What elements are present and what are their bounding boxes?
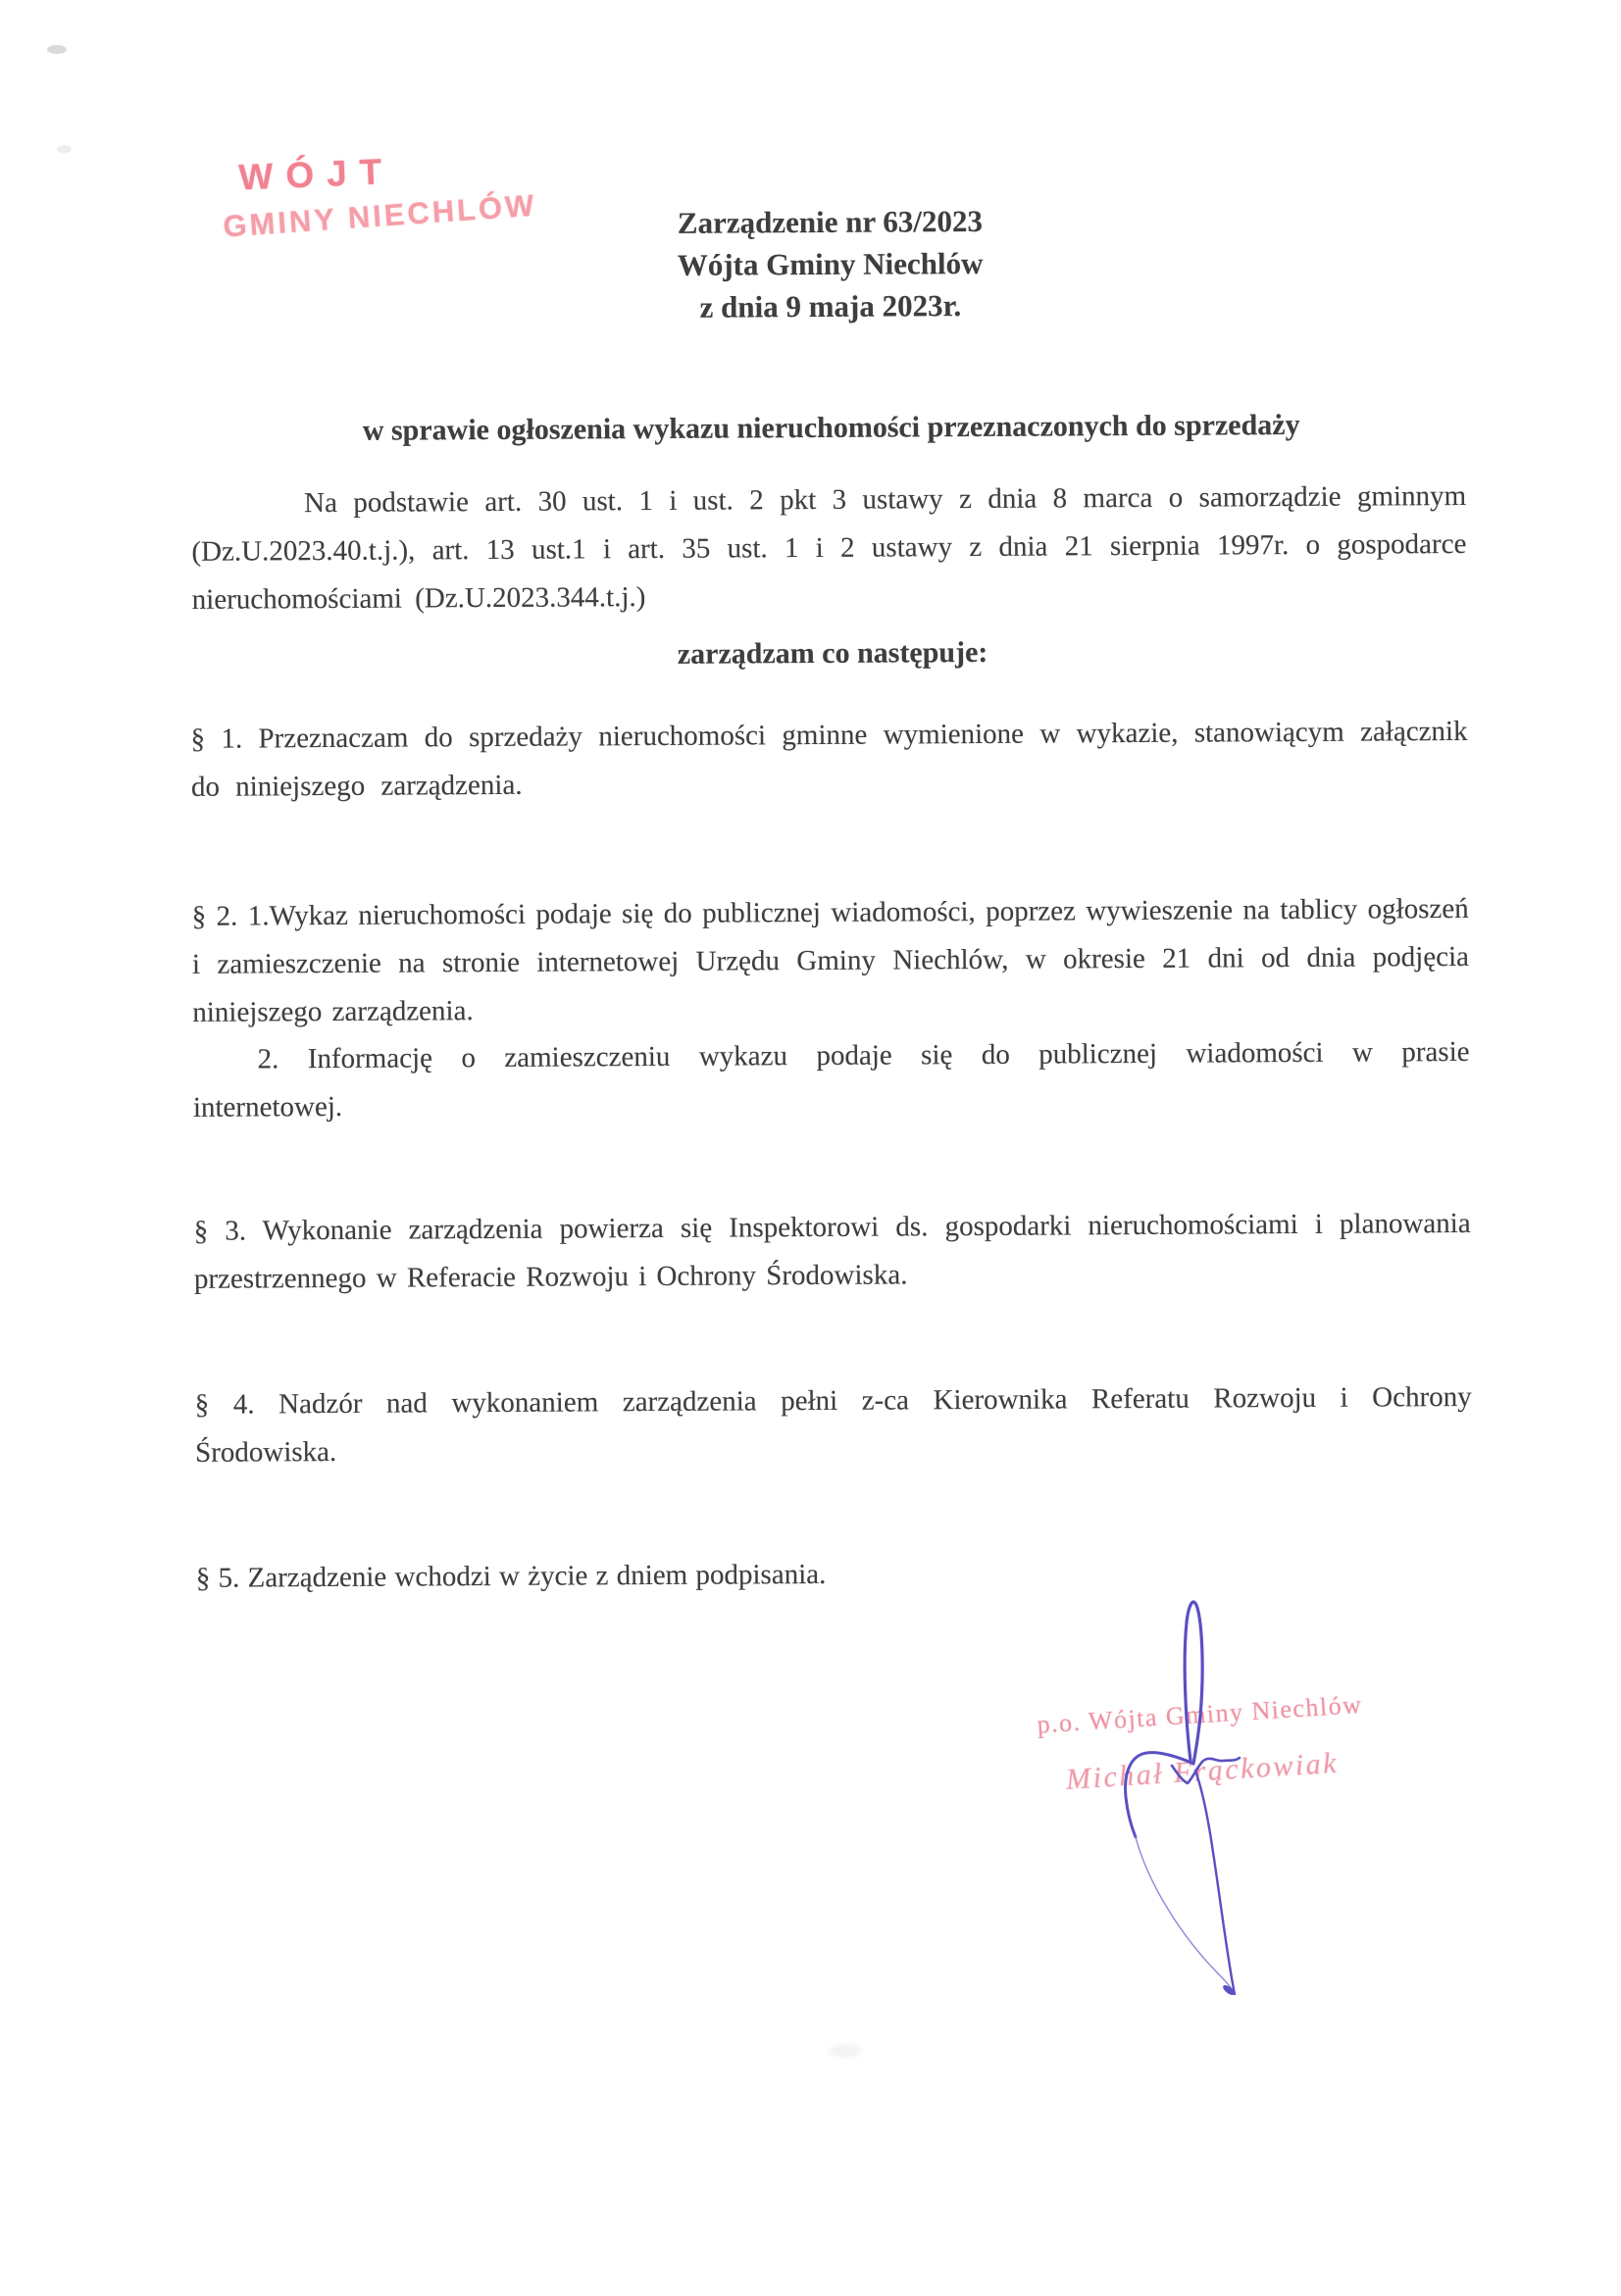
signature-stamp-role: p.o. Wójta Gminy Niechlów [1036, 1690, 1364, 1739]
scan-artifact [829, 2044, 862, 2058]
title-line-issuer: Wójta Gminy Niechlów [677, 245, 984, 282]
title-line-number: Zarządzenie nr 63/2023 [677, 203, 984, 240]
office-stamp-line1: WÓJT [237, 151, 396, 198]
section-paragraph-5: § 5. Zarządzenie wchodzi w życie z dniem podpisania. [195, 1558, 827, 1594]
scan-artifact [47, 45, 67, 54]
section-paragraph-3: § 3. Wykonanie zarządzenia powierza się Inspektorowi ds. gospodarki nieruchomościami i planowania przestrzennego w Referacie Rozwoju i Ochrony Środowiska. [193, 1207, 1471, 1295]
section-paragraph-2: § 2. 1.Wykaz nieruchomości podaje się do publicznej wiadomości, poprzez wywieszenie na tablicy ogłoszeń i zamieszczenie na stronie internetowej Urzędu Gminy Niechlów, w okresie 21 dni od dnia podjęcia niniejszego zarządzenia. [191, 892, 1470, 1028]
legal-basis-paragraph: Na podstawie art. 30 ust. 1 i ust. 2 pkt 3 ustawy z dnia 8 marca o samorządzie gminnym (Dz.U.2023.40.t.j.), art. 13 ust.1 i art. 35 ust. 1 i 2 ustawy z dnia 21 sierpnia 1997r. o gospodarce nieruchomościami (Dz.U.2023.344.t.j.) [191, 479, 1467, 616]
section-paragraph-1: § 1. Przeznaczam do sprzedaży nieruchomości gminne wymienione w wykazie, stanowiącym załącznik do niniejszego zarządzenia. [190, 715, 1468, 803]
section-paragraph-4: § 4. Nadzór nad wykonaniem zarządzenia pełni z-ca Kierownika Referatu Rozwoju i Ochrony Środowiska. [194, 1380, 1472, 1469]
signature-stamp [1037, 1690, 1375, 1799]
subject-line: w sprawie ogłoszenia wykazu nieruchomości przeznaczonych do sprzedaży [362, 408, 1300, 447]
decree-intro: zarządzam co następuje: [677, 635, 988, 671]
section-paragraph-2-point-2: 2. Informację o zamieszczeniu wykazu podaje się do publicznej wiadomości w prasie internetowej. [192, 1035, 1470, 1123]
document-title [187, 197, 1473, 331]
signature-stamp-name: Michał Frąckowiak [1065, 1746, 1340, 1796]
office-stamp-line2: GMINY NIECHLÓW [222, 187, 538, 244]
scan-artifact [57, 145, 72, 153]
title-line-date: z dnia 9 maja 2023r. [699, 288, 962, 324]
